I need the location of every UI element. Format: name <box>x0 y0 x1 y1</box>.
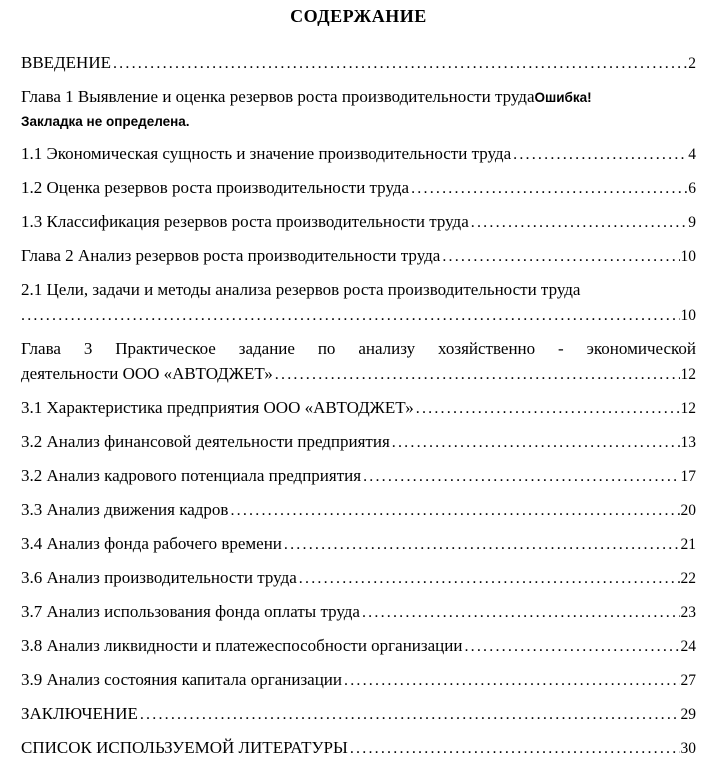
toc-page-number: 21 <box>680 536 696 553</box>
dot-leader <box>299 565 680 591</box>
toc-entry[interactable] <box>21 336 696 387</box>
dot-leader <box>392 429 680 455</box>
toc-entry[interactable] <box>21 565 696 591</box>
dot-leader <box>344 667 680 693</box>
toc-entry[interactable] <box>21 701 696 727</box>
toc-entry-row <box>21 667 696 693</box>
toc-page-number: 27 <box>680 672 696 689</box>
toc-entry-text: 3.1 Характеристика предприятия ООО «АВТОДЖЕТ» <box>21 398 414 417</box>
toc-entry-row <box>21 361 696 387</box>
toc-entry[interactable] <box>21 395 696 421</box>
toc-entry[interactable] <box>21 429 696 455</box>
toc-entry-text: СПИСОК ИСПОЛЬЗУЕМОЙ ЛИТЕРАТУРЫ <box>21 738 348 757</box>
toc-entry-text: 3.2 Анализ финансовой деятельности предприятия <box>21 432 390 451</box>
toc-entry[interactable] <box>21 175 696 201</box>
dot-leader <box>113 50 687 76</box>
toc-page-number: 9 <box>688 214 696 231</box>
toc-entry[interactable] <box>21 667 696 693</box>
error-bookmark-note: Ошибка! <box>534 90 592 105</box>
toc-entry-row <box>21 463 696 489</box>
toc-entry-text: 1.1 Экономическая сущность и значение производительности труда <box>21 144 512 163</box>
toc-entry-text: 1.2 Оценка резервов роста производительности труда <box>21 178 410 197</box>
toc-entry-text-main: Глава 1 Выявление и оценка резервов роста производительности труда <box>21 87 535 106</box>
toc-entry-row <box>21 141 696 167</box>
toc-entry-text: Глава 2 Анализ резервов роста производительности труда <box>21 246 441 265</box>
toc-entry-row <box>21 429 696 455</box>
toc-entry-text: 3.3 Анализ движения кадров <box>21 500 229 519</box>
toc-entry-row <box>21 599 696 625</box>
dot-leader <box>284 531 680 557</box>
dot-leader <box>416 395 680 421</box>
toc-entry-text: 3.4 Анализ фонда рабочего времени <box>21 534 282 553</box>
dot-leader <box>21 302 680 328</box>
dot-leader <box>275 361 680 387</box>
toc-page-number: 22 <box>680 570 696 587</box>
toc-entry-text: 3.2 Анализ кадрового потенциала предприятия <box>21 466 362 485</box>
toc-list <box>21 50 696 761</box>
dot-leader <box>464 633 679 659</box>
toc-entry-text: ВВЕДЕНИЕ <box>21 53 111 72</box>
dot-leader <box>362 599 680 625</box>
toc-entry[interactable] <box>21 633 696 659</box>
page-title: СОДЕРЖАНИЕ <box>290 6 427 26</box>
toc-entry-text: 3.8 Анализ ликвидности и платежеспособности организации <box>21 636 463 655</box>
toc-entry[interactable] <box>21 463 696 489</box>
dot-leader <box>363 463 679 489</box>
toc-entry[interactable] <box>21 243 696 269</box>
toc-entry-text: 1.3 Классификация резервов роста производительности труда <box>21 212 469 231</box>
toc-entry-text: 2.1 Цели, задачи и методы анализа резервов роста производительности труда <box>21 280 581 299</box>
toc-entry-text <box>21 84 696 110</box>
toc-page-number: 12 <box>680 366 696 383</box>
dot-leader <box>350 735 680 761</box>
toc-entry-row <box>21 531 696 557</box>
toc-page-number: 17 <box>680 468 696 485</box>
toc-entry[interactable] <box>21 497 696 523</box>
dot-leader <box>140 701 680 727</box>
toc-page-number: 30 <box>680 740 696 757</box>
toc-entry-text-line2: деятельности ООО «АВТОДЖЕТ» <box>21 364 273 383</box>
toc-entry-row <box>21 497 696 523</box>
dot-leader <box>513 141 687 167</box>
toc-page-number: 29 <box>680 706 696 723</box>
dot-leader <box>411 175 687 201</box>
toc-entry-row <box>21 565 696 591</box>
toc-entry-row <box>21 701 696 727</box>
toc-entry-row <box>21 50 696 76</box>
toc-entry[interactable] <box>21 84 696 133</box>
toc-entry[interactable] <box>21 277 696 328</box>
toc-page-number: 24 <box>680 638 696 655</box>
toc-entry-row <box>21 209 696 235</box>
toc-page-number: 10 <box>680 248 696 265</box>
toc-entry-text: 3.7 Анализ использования фонда оплаты труда <box>21 602 360 621</box>
toc-entry-row <box>21 395 696 421</box>
toc-entry-row <box>21 302 696 328</box>
toc-entry-text: 3.6 Анализ производительности труда <box>21 568 297 587</box>
error-bookmark-note-line2: Закладка не определена. <box>21 114 190 129</box>
toc-page-number: 10 <box>680 307 696 324</box>
dot-leader <box>230 497 679 523</box>
toc-entry-text: 3.9 Анализ состояния капитала организации <box>21 670 342 689</box>
toc-entry-row <box>21 633 696 659</box>
toc-entry[interactable] <box>21 141 696 167</box>
toc-page-number: 4 <box>688 146 696 163</box>
toc-page-number: 20 <box>680 502 696 519</box>
toc-entry[interactable] <box>21 531 696 557</box>
toc-entry[interactable] <box>21 209 696 235</box>
toc-entry-row <box>21 243 696 269</box>
toc-entry-text-line1: Глава 3 Практическое задание по анализу хозяйственно - экономической <box>21 339 696 358</box>
toc-page-number: 2 <box>688 55 696 72</box>
toc-entry[interactable] <box>21 599 696 625</box>
toc-page-number: 23 <box>680 604 696 621</box>
dot-leader <box>442 243 679 269</box>
toc-page-number: 12 <box>680 400 696 417</box>
toc-entry-row <box>21 735 696 761</box>
toc-page-number: 13 <box>680 434 696 451</box>
toc-entry[interactable] <box>21 50 696 76</box>
dot-leader <box>471 209 687 235</box>
toc-page-number: 6 <box>688 180 696 197</box>
toc-entry-text: ЗАКЛЮЧЕНИЕ <box>21 704 138 723</box>
toc-entry[interactable] <box>21 735 696 761</box>
toc-entry-row <box>21 175 696 201</box>
